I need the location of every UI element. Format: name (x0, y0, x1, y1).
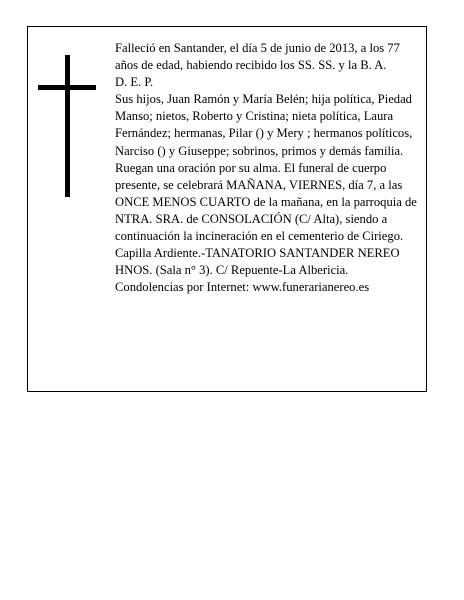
cross-icon (38, 55, 96, 197)
cross-vertical-bar (65, 55, 70, 197)
obituary-text (115, 40, 420, 296)
death-announcement: Falleció en Santander, el día 5 de junio de 2013, a los 77 años de edad, habiendo recibido los SS. SS. y la B. A. (115, 41, 400, 73)
funeral-details: Ruegan una oración por su alma. El funeral de cuerpo presente, se celebrará MAÑANA, VIERNES, día 7, a las ONCE MENOS CUARTO de la mañana, en la parroquia de NTRA. SRA. de CONSOLACIÓN (C/ Alta), siendo a continuación la incineración en el cementerio de Ciriego. Capilla Ardiente.-TANATORIO SANTANDER NEREO HNOS. (Sala n° 3). C/ Repuente-La Albericia. (115, 160, 417, 278)
cross-horizontal-bar (38, 85, 96, 90)
rip-line: D. E. P. (115, 75, 154, 90)
family-list: Sus hijos, Juan Ramón y María Belén; hija política, Piedad Manso; nietos, Roberto y Cristina; nieta política, Laura Fernández; hermanas, Pilar () y Mery ; hermanos políticos, Narciso () y Giuseppe; sobrinos, primos y demás familia. (115, 92, 413, 158)
condolences-line: Condolencias por Internet: www.funerarianereo.es (115, 280, 370, 295)
